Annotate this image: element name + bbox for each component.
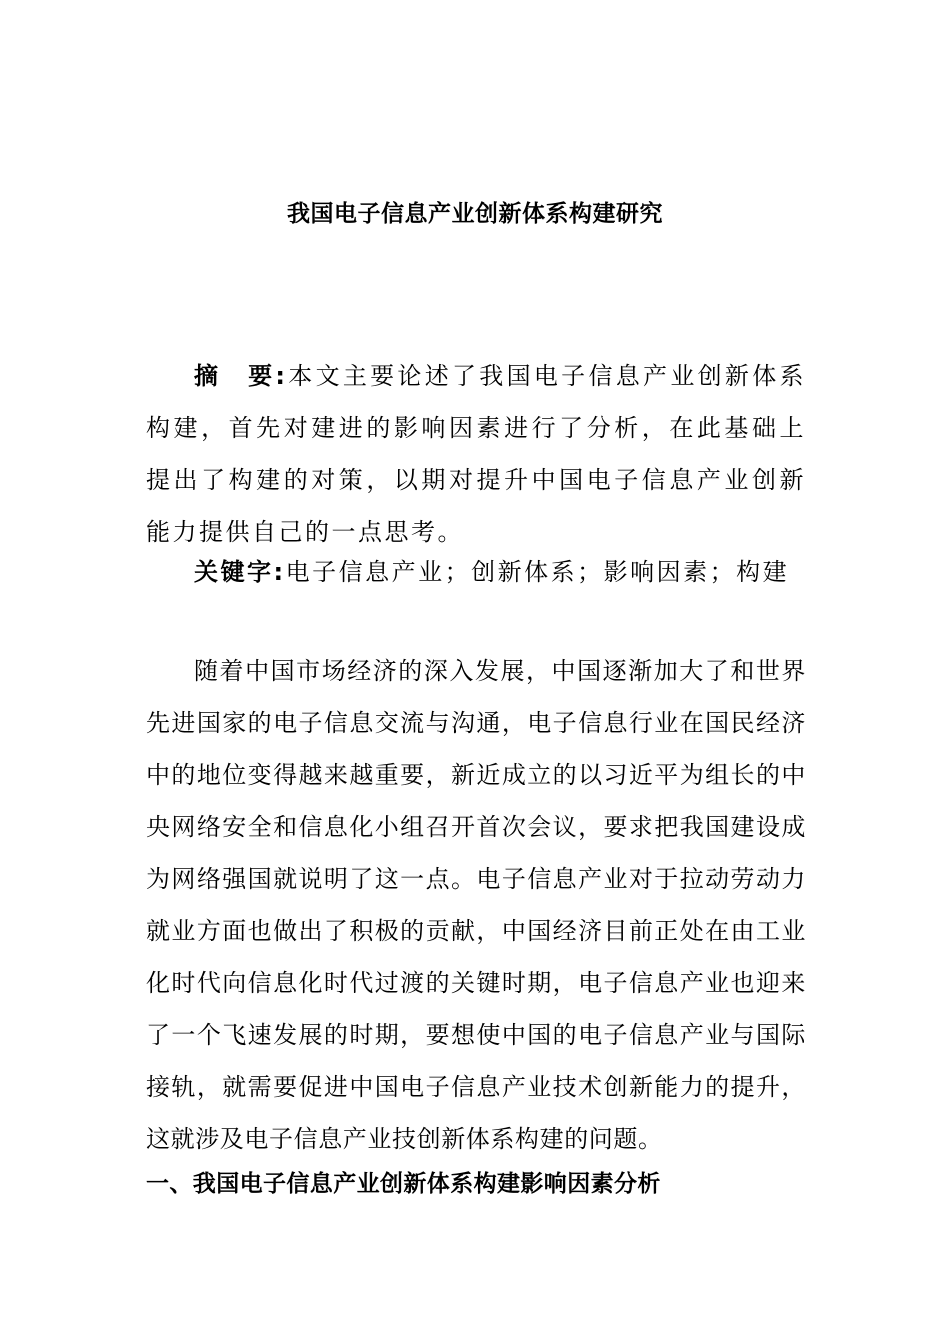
abstract-paragraph	[146, 350, 806, 558]
section-heading: 一、我国电子信息产业创新体系构建影响因素分析	[146, 1171, 661, 1197]
abstract-label	[194, 362, 287, 390]
body-paragraph: 随着中国市场经济的深入发展，中国逐渐加大了和世界先进国家的电子信息交流与沟通，电子信息行业在国民经济中的地位变得越来越重要，新近成立的以习近平为组长的中央网络安全和信息化小组召开首次会议，要求把我国建设成为网络强国就说明了这一点。电子信息产业对于拉动劳动力就业方面也做出了积极的贡献，中国经济目前正处在由工业化时代向信息化时代过渡的关键时期，电子信息产业也迎来了一个飞速发展的时期，要想使中国的电子信息产业与国际接轨，就需要促进中国电子信息产业技术创新能力的提升，这就涉及电子信息产业技创新体系构建的问题。	[146, 657, 806, 1153]
keywords-text: 电子信息产业；创新体系；影响因素；构建	[285, 558, 790, 586]
abstract-label-part2: 要:	[247, 362, 288, 390]
keywords-label: 关键字:	[194, 558, 286, 586]
abstract-label-part1: 摘	[194, 362, 222, 390]
abstract-text: 本文主要论述了我国电子信息产业创新体系构建，首先对建进的影响因素进行了分析，在此基础上提出了构建的对策，以期对提升中国电子信息产业创新能力提供自己的一点思考。	[146, 362, 807, 546]
document-title: 我国电子信息产业创新体系构建研究	[287, 201, 663, 227]
keywords-paragraph	[146, 546, 806, 598]
